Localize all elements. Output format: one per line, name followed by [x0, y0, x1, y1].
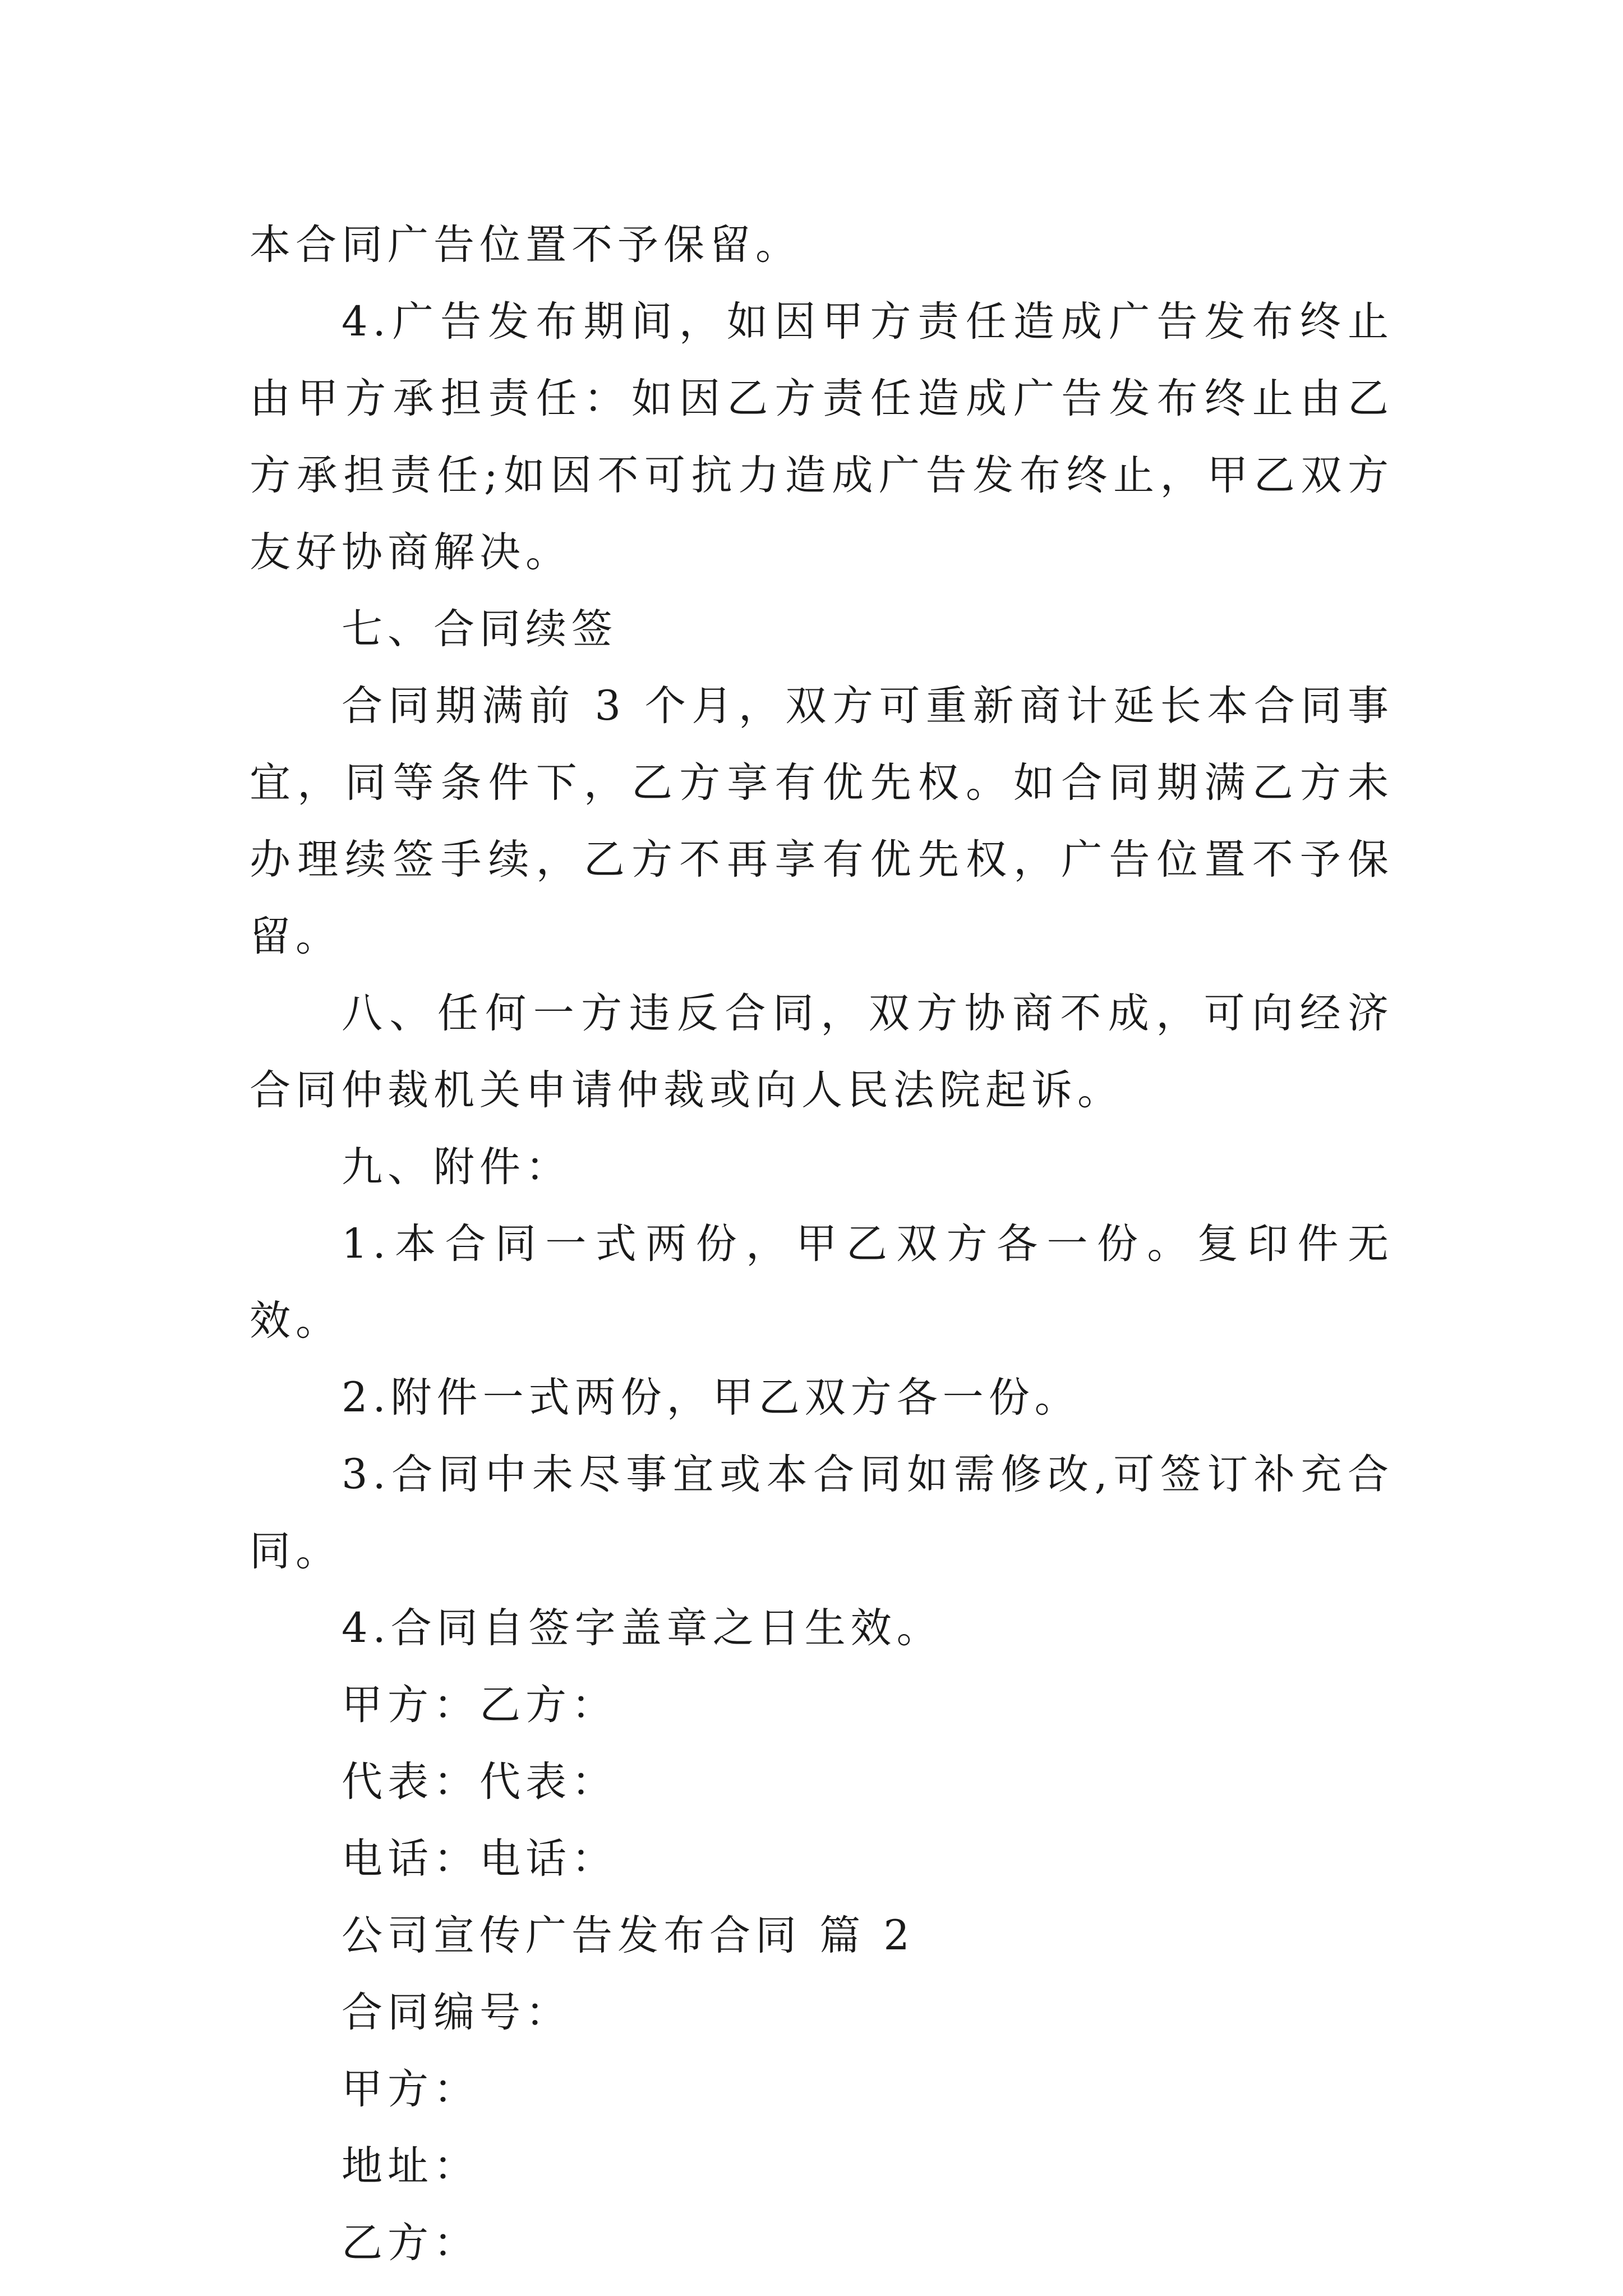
- paragraph-renewal: 合同期满前 3 个月，双方可重新商计延长本合同事宜，同等条件下，乙方享有优先权。如合同期满乙方未办理续签手续，乙方不再享有优先权，广告位置不予保留。: [250, 682, 1394, 960]
- address-label: 地址：: [342, 2142, 479, 2190]
- attachment-item-1: 1.本合同一式两份，甲乙双方各一份。复印件无效。: [250, 1220, 1394, 1345]
- signature-phones: 电话：电话：: [342, 1835, 617, 1883]
- section-heading-attachments: 九、附件：: [342, 1143, 571, 1191]
- attachment-item-3: 3.合同中未尽事宜或本合同如需修改,可签订补充合同。: [250, 1451, 1394, 1575]
- party-a-label: 甲方：: [342, 2065, 479, 2113]
- contract-number-label: 合同编号：: [342, 1989, 571, 2036]
- section-heading-renewal: 七、合同续签: [342, 605, 617, 653]
- signature-representatives: 代表：代表：: [342, 1758, 617, 1806]
- document-body: [250, 206, 1394, 2281]
- paragraph-continuation: 本合同广告位置不予保留。: [250, 221, 801, 269]
- paragraph-breach: 八、任何一方违反合同，双方协商不成，可向经济合同仲裁机关申请仲裁或向人民法院起诉。: [250, 990, 1394, 1114]
- attachment-item-4: 4.合同自签字盖章之日生效。: [342, 1604, 943, 1652]
- attachment-item-2: 2.附件一式两份，甲乙双方各一份。: [342, 1374, 1081, 1421]
- paragraph-clause-4: 4.广告发布期间，如因甲方责任造成广告发布终止由甲方承担责任：如因乙方责任造成广告发布终止由乙方承担责任;如因不可抗力造成广告发布终止，甲乙双方友好协商解决。: [250, 298, 1394, 576]
- contract-2-title: 公司宣传广告发布合同 篇 2: [342, 1912, 915, 1959]
- signature-parties: 甲方：乙方：: [342, 1681, 617, 1729]
- party-b-label: 乙方：: [342, 2219, 479, 2267]
